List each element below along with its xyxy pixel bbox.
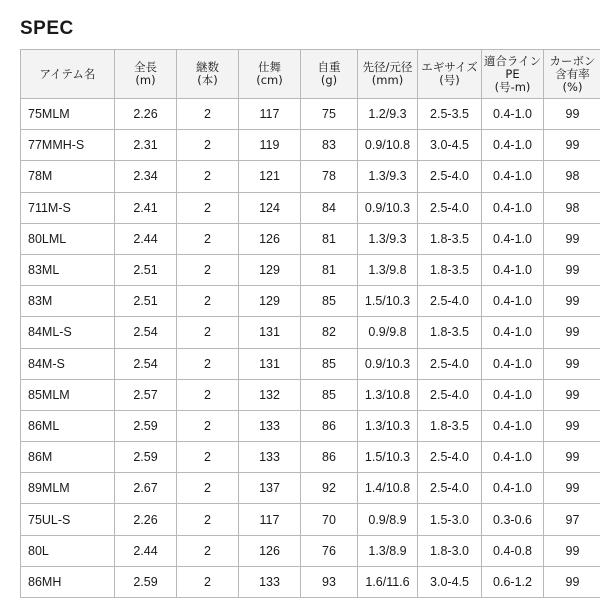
cell-closed-length: 124	[239, 192, 301, 223]
header-weight	[301, 50, 358, 99]
cell-carbon-content: 99	[544, 254, 600, 285]
cell-carbon-content: 99	[544, 566, 600, 597]
cell-egi-size: 3.0-4.5	[418, 130, 482, 161]
cell-length: 2.34	[115, 161, 177, 192]
cell-pieces: 2	[177, 192, 239, 223]
cell-weight: 84	[301, 192, 358, 223]
cell-length: 2.44	[115, 535, 177, 566]
table-row	[21, 566, 600, 597]
cell-line-pe: 0.4-1.0	[482, 317, 544, 348]
header-line: 含有率	[555, 66, 590, 81]
page-title: SPEC	[20, 18, 74, 39]
cell-egi-size: 1.5-3.0	[418, 504, 482, 535]
table-row	[21, 410, 600, 441]
header-line: PE	[505, 66, 520, 81]
cell-closed-length: 117	[239, 99, 301, 130]
header-line: (g)	[320, 73, 338, 87]
cell-closed-length: 137	[239, 473, 301, 504]
cell-closed-length: 133	[239, 566, 301, 597]
cell-egi-size: 1.8-3.5	[418, 223, 482, 254]
header-line: アイテム名	[39, 66, 96, 81]
cell-length: 2.59	[115, 410, 177, 441]
cell-item-name: 86MH	[21, 566, 115, 597]
cell-item-name: 84M-S	[21, 348, 115, 379]
cell-carbon-content: 99	[544, 130, 600, 161]
table-row	[21, 223, 600, 254]
header-egi-size	[418, 50, 482, 99]
cell-pieces: 2	[177, 317, 239, 348]
header-carbon-content	[544, 50, 600, 99]
cell-line-pe: 0.4-1.0	[482, 286, 544, 317]
cell-pieces: 2	[177, 504, 239, 535]
header-item-name	[21, 50, 115, 99]
cell-closed-length: 131	[239, 317, 301, 348]
cell-closed-length: 126	[239, 535, 301, 566]
header-line: (%)	[562, 79, 583, 94]
table-row	[21, 192, 600, 223]
header-line: (m)	[135, 73, 156, 87]
cell-tip-butt-diameter: 1.2/9.3	[358, 99, 418, 130]
cell-weight: 81	[301, 223, 358, 254]
cell-weight: 75	[301, 99, 358, 130]
cell-pieces: 2	[177, 410, 239, 441]
cell-egi-size: 2.5-4.0	[418, 442, 482, 473]
cell-closed-length: 133	[239, 410, 301, 441]
cell-carbon-content: 99	[544, 379, 600, 410]
cell-length: 2.44	[115, 223, 177, 254]
cell-tip-butt-diameter: 1.4/10.8	[358, 473, 418, 504]
cell-egi-size: 1.8-3.5	[418, 317, 482, 348]
header-line: 自重	[317, 60, 341, 74]
cell-tip-butt-diameter: 1.3/10.8	[358, 379, 418, 410]
cell-tip-butt-diameter: 0.9/10.8	[358, 130, 418, 161]
table-row	[21, 161, 600, 192]
table-body	[21, 99, 600, 598]
cell-line-pe: 0.4-1.0	[482, 410, 544, 441]
cell-length: 2.59	[115, 442, 177, 473]
cell-pieces: 2	[177, 348, 239, 379]
cell-item-name: 77MMH-S	[21, 130, 115, 161]
cell-weight: 82	[301, 317, 358, 348]
cell-tip-butt-diameter: 1.5/10.3	[358, 442, 418, 473]
cell-closed-length: 121	[239, 161, 301, 192]
cell-weight: 76	[301, 535, 358, 566]
cell-line-pe: 0.3-0.6	[482, 504, 544, 535]
cell-length: 2.57	[115, 379, 177, 410]
cell-item-name: 75MLM	[21, 99, 115, 130]
cell-carbon-content: 99	[544, 473, 600, 504]
cell-pieces: 2	[177, 99, 239, 130]
header-line: (mm)	[371, 73, 404, 87]
table-row	[21, 286, 600, 317]
cell-line-pe: 0.4-0.8	[482, 535, 544, 566]
cell-egi-size: 2.5-4.0	[418, 473, 482, 504]
cell-line-pe: 0.4-1.0	[482, 348, 544, 379]
cell-egi-size: 3.0-4.5	[418, 566, 482, 597]
cell-closed-length: 133	[239, 442, 301, 473]
header-tip-butt-diameter	[358, 50, 418, 99]
cell-pieces: 2	[177, 379, 239, 410]
cell-line-pe: 0.4-1.0	[482, 254, 544, 285]
cell-length: 2.51	[115, 286, 177, 317]
cell-weight: 81	[301, 254, 358, 285]
table-row	[21, 254, 600, 285]
cell-closed-length: 129	[239, 254, 301, 285]
header-line: 先径/元径	[362, 60, 413, 74]
cell-item-name: 711M-S	[21, 192, 115, 223]
cell-tip-butt-diameter: 1.3/9.3	[358, 161, 418, 192]
cell-closed-length: 119	[239, 130, 301, 161]
cell-closed-length: 131	[239, 348, 301, 379]
cell-tip-butt-diameter: 1.6/11.6	[358, 566, 418, 597]
spec-table	[20, 49, 600, 598]
cell-line-pe: 0.4-1.0	[482, 223, 544, 254]
cell-length: 2.31	[115, 130, 177, 161]
header-length	[115, 50, 177, 99]
cell-tip-butt-diameter: 0.9/9.8	[358, 317, 418, 348]
cell-carbon-content: 99	[544, 535, 600, 566]
cell-length: 2.54	[115, 317, 177, 348]
cell-egi-size: 2.5-4.0	[418, 348, 482, 379]
table-row	[21, 442, 600, 473]
cell-egi-size: 2.5-3.5	[418, 99, 482, 130]
cell-carbon-content: 99	[544, 442, 600, 473]
cell-pieces: 2	[177, 286, 239, 317]
cell-length: 2.26	[115, 99, 177, 130]
cell-weight: 86	[301, 442, 358, 473]
cell-closed-length: 117	[239, 504, 301, 535]
cell-length: 2.67	[115, 473, 177, 504]
cell-carbon-content: 99	[544, 286, 600, 317]
cell-closed-length: 132	[239, 379, 301, 410]
cell-weight: 83	[301, 130, 358, 161]
table-row	[21, 130, 600, 161]
cell-length: 2.54	[115, 348, 177, 379]
table-row	[21, 473, 600, 504]
cell-tip-butt-diameter: 1.3/9.3	[358, 223, 418, 254]
cell-closed-length: 126	[239, 223, 301, 254]
cell-carbon-content: 98	[544, 192, 600, 223]
header-pieces	[177, 50, 239, 99]
cell-length: 2.51	[115, 254, 177, 285]
cell-item-name: 89MLM	[21, 473, 115, 504]
cell-closed-length: 129	[239, 286, 301, 317]
cell-egi-size: 2.5-4.0	[418, 286, 482, 317]
cell-pieces: 2	[177, 442, 239, 473]
table-header-row	[21, 50, 600, 99]
cell-pieces: 2	[177, 223, 239, 254]
header-line: エギサイズ	[421, 60, 478, 74]
header-line: (号-m)	[494, 79, 531, 94]
table-row	[21, 504, 600, 535]
cell-weight: 85	[301, 379, 358, 410]
cell-tip-butt-diameter: 0.9/10.3	[358, 192, 418, 223]
cell-pieces: 2	[177, 254, 239, 285]
table-row	[21, 348, 600, 379]
cell-carbon-content: 99	[544, 348, 600, 379]
cell-egi-size: 1.8-3.5	[418, 410, 482, 441]
cell-length: 2.41	[115, 192, 177, 223]
table-row	[21, 535, 600, 566]
cell-pieces: 2	[177, 130, 239, 161]
cell-weight: 85	[301, 348, 358, 379]
cell-line-pe: 0.6-1.2	[482, 566, 544, 597]
cell-weight: 78	[301, 161, 358, 192]
table-row	[21, 99, 600, 130]
cell-carbon-content: 98	[544, 161, 600, 192]
cell-item-name: 83ML	[21, 254, 115, 285]
cell-item-name: 78M	[21, 161, 115, 192]
cell-carbon-content: 99	[544, 410, 600, 441]
header-line: (号)	[439, 73, 460, 87]
header-line: (cm)	[256, 73, 283, 87]
cell-pieces: 2	[177, 535, 239, 566]
cell-item-name: 85MLM	[21, 379, 115, 410]
cell-tip-butt-diameter: 1.3/9.8	[358, 254, 418, 285]
cell-pieces: 2	[177, 161, 239, 192]
cell-item-name: 84ML-S	[21, 317, 115, 348]
cell-pieces: 2	[177, 473, 239, 504]
cell-line-pe: 0.4-1.0	[482, 161, 544, 192]
cell-carbon-content: 99	[544, 317, 600, 348]
cell-weight: 93	[301, 566, 358, 597]
table-row	[21, 317, 600, 348]
cell-carbon-content: 99	[544, 223, 600, 254]
cell-egi-size: 1.8-3.0	[418, 535, 482, 566]
cell-item-name: 83M	[21, 286, 115, 317]
cell-line-pe: 0.4-1.0	[482, 379, 544, 410]
cell-item-name: 80LML	[21, 223, 115, 254]
header-line: 適合ライン	[483, 53, 542, 68]
cell-pieces: 2	[177, 566, 239, 597]
table-row	[21, 379, 600, 410]
cell-tip-butt-diameter: 0.9/8.9	[358, 504, 418, 535]
cell-carbon-content: 97	[544, 504, 600, 535]
cell-tip-butt-diameter: 1.3/10.3	[358, 410, 418, 441]
cell-item-name: 75UL-S	[21, 504, 115, 535]
cell-item-name: 86M	[21, 442, 115, 473]
header-line-pe	[482, 50, 544, 99]
header-closed-length	[239, 50, 301, 99]
cell-egi-size: 2.5-4.0	[418, 379, 482, 410]
header-line: 仕舞	[258, 60, 281, 74]
cell-line-pe: 0.4-1.0	[482, 192, 544, 223]
header-line: カーボン	[549, 53, 596, 68]
cell-length: 2.26	[115, 504, 177, 535]
cell-line-pe: 0.4-1.0	[482, 442, 544, 473]
cell-egi-size: 2.5-4.0	[418, 161, 482, 192]
cell-line-pe: 0.4-1.0	[482, 473, 544, 504]
cell-carbon-content: 99	[544, 99, 600, 130]
cell-weight: 70	[301, 504, 358, 535]
cell-weight: 92	[301, 473, 358, 504]
cell-line-pe: 0.4-1.0	[482, 99, 544, 130]
cell-line-pe: 0.4-1.0	[482, 130, 544, 161]
header-line: 継数	[196, 60, 219, 74]
header-line: (本)	[197, 73, 218, 87]
header-line: 全長	[134, 60, 157, 74]
cell-weight: 85	[301, 286, 358, 317]
cell-length: 2.59	[115, 566, 177, 597]
cell-weight: 86	[301, 410, 358, 441]
cell-tip-butt-diameter: 1.3/8.9	[358, 535, 418, 566]
cell-tip-butt-diameter: 1.5/10.3	[358, 286, 418, 317]
cell-egi-size: 2.5-4.0	[418, 192, 482, 223]
cell-tip-butt-diameter: 0.9/10.3	[358, 348, 418, 379]
cell-egi-size: 1.8-3.5	[418, 254, 482, 285]
cell-item-name: 86ML	[21, 410, 115, 441]
cell-item-name: 80L	[21, 535, 115, 566]
